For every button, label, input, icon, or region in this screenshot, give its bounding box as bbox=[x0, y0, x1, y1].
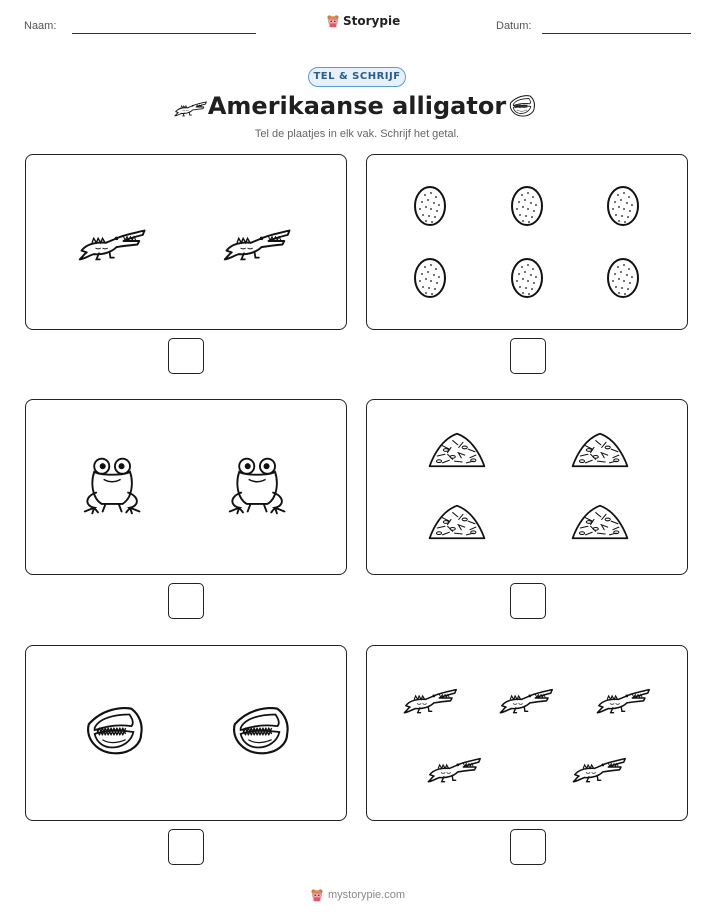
egg-icon bbox=[606, 254, 640, 300]
count-panel-6 bbox=[366, 645, 688, 821]
page-title: Amerikaanse alligator bbox=[207, 92, 507, 120]
answer-box-5[interactable] bbox=[168, 829, 204, 865]
alligator-jaws-icon bbox=[83, 704, 145, 758]
nest-icon bbox=[570, 428, 630, 472]
storypie-mascot-icon bbox=[326, 13, 340, 29]
egg-icon bbox=[413, 182, 447, 228]
alligator-icon bbox=[403, 679, 459, 717]
nest-icon bbox=[427, 428, 487, 472]
count-panel-2 bbox=[366, 154, 688, 330]
alligator-icon bbox=[223, 217, 293, 265]
count-panel-3 bbox=[25, 399, 347, 575]
date-label: Datum: bbox=[496, 20, 532, 32]
frog-icon bbox=[226, 454, 292, 518]
storypie-mascot-icon bbox=[310, 887, 324, 903]
nest-icon bbox=[570, 500, 630, 544]
footer-url[interactable]: mystorypie.com bbox=[328, 889, 406, 901]
alligator-jaws-icon bbox=[508, 94, 536, 118]
name-field-line[interactable] bbox=[72, 33, 256, 34]
egg-icon bbox=[413, 254, 447, 300]
frog-icon bbox=[81, 454, 147, 518]
egg-icon bbox=[606, 182, 640, 228]
count-panel-4 bbox=[366, 399, 688, 575]
alligator-icon bbox=[427, 748, 483, 786]
nest-icon bbox=[427, 500, 487, 544]
alligator-icon bbox=[572, 748, 628, 786]
storypie-logo bbox=[326, 13, 400, 29]
alligator-icon bbox=[499, 679, 555, 717]
answer-box-6[interactable] bbox=[510, 829, 546, 865]
alligator-icon bbox=[596, 679, 652, 717]
answer-box-1[interactable] bbox=[168, 338, 204, 374]
egg-icon bbox=[510, 182, 544, 228]
activity-badge: TEL & SCHRIJF bbox=[308, 67, 406, 87]
instructions: Tel de plaatjes in elk vak. Schrijf het getal. bbox=[254, 128, 460, 140]
count-panel-1 bbox=[25, 154, 347, 330]
count-panel-5 bbox=[25, 645, 347, 821]
alligator-jaws-icon bbox=[229, 704, 291, 758]
date-field-line[interactable] bbox=[542, 33, 691, 34]
alligator-icon bbox=[78, 217, 148, 265]
name-label: Naam: bbox=[24, 20, 57, 32]
answer-box-2[interactable] bbox=[510, 338, 546, 374]
answer-box-4[interactable] bbox=[510, 583, 546, 619]
egg-icon bbox=[510, 254, 544, 300]
brand-name: Storypie bbox=[343, 14, 401, 28]
footer bbox=[310, 887, 405, 903]
answer-box-3[interactable] bbox=[168, 583, 204, 619]
